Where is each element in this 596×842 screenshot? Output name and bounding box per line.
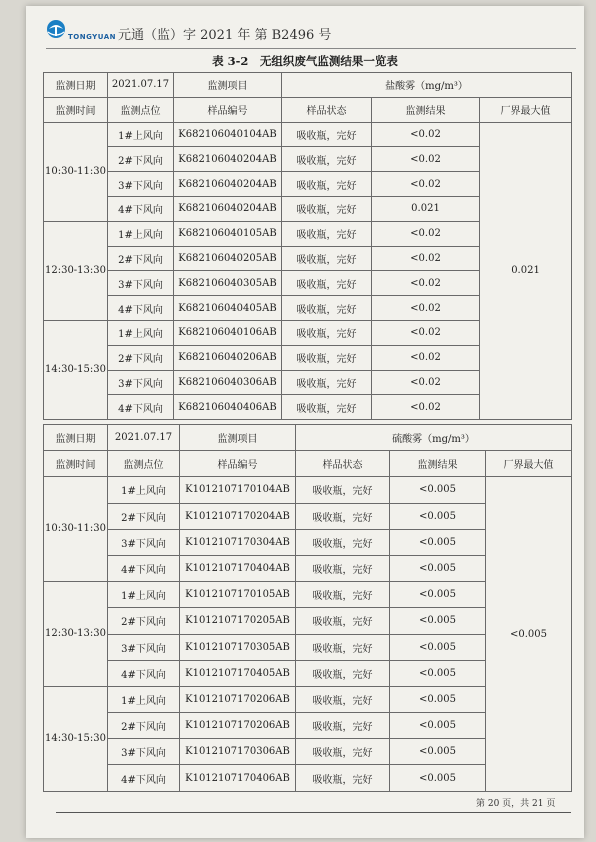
point-cell: 2#下风向 <box>108 147 174 172</box>
point-cell: 4#下风向 <box>108 196 174 221</box>
sample-state-cell: 吸收瓶，完好 <box>296 582 390 608</box>
item-value: 硫酸雾（mg/m³） <box>296 425 572 451</box>
logo-text: TONGYUAN <box>68 33 116 41</box>
result-cell: <0.005 <box>390 529 486 555</box>
column-header: 监测点位 <box>108 451 180 477</box>
sample-state-cell: 吸收瓶，完好 <box>282 147 372 172</box>
point-cell: 2#下风向 <box>108 345 174 370</box>
result-cell: <0.005 <box>390 686 486 712</box>
date-value: 2021.07.17 <box>108 73 174 98</box>
sample-id-cell: K1012107170404AB <box>180 555 296 581</box>
point-cell: 2#下风向 <box>108 246 174 271</box>
sample-state-cell: 吸收瓶，完好 <box>282 395 372 420</box>
sample-id-cell: K682106040306AB <box>174 370 282 395</box>
point-cell: 3#下风向 <box>108 634 180 660</box>
sample-id-cell: K1012107170306AB <box>180 739 296 765</box>
sample-state-cell: 吸收瓶，完好 <box>296 555 390 581</box>
result-cell: <0.005 <box>390 582 486 608</box>
point-cell: 1#上风向 <box>108 122 174 147</box>
result-cell: 0.021 <box>372 196 480 221</box>
sample-state-cell: 吸收瓶，完好 <box>296 503 390 529</box>
result-cell: <0.02 <box>372 172 480 197</box>
sample-state-cell: 吸收瓶，完好 <box>296 686 390 712</box>
date-label: 监测日期 <box>44 73 108 98</box>
column-header: 样品状态 <box>296 451 390 477</box>
point-cell: 3#下风向 <box>108 271 174 296</box>
result-cell: <0.005 <box>390 713 486 739</box>
result-cell: <0.02 <box>372 271 480 296</box>
result-cell: <0.005 <box>390 765 486 791</box>
result-cell: <0.02 <box>372 370 480 395</box>
sample-id-cell: K1012107170304AB <box>180 529 296 555</box>
column-header: 监测点位 <box>108 97 174 122</box>
sample-state-cell: 吸收瓶，完好 <box>296 634 390 660</box>
point-cell: 2#下风向 <box>108 713 180 739</box>
result-cell: <0.02 <box>372 246 480 271</box>
sample-state-cell: 吸收瓶，完好 <box>296 713 390 739</box>
table-header-row <box>44 451 572 477</box>
result-cell: <0.005 <box>390 555 486 581</box>
document-page <box>26 6 584 838</box>
sample-id-cell: K1012107170206AB <box>180 686 296 712</box>
item-value: 盐酸雾（mg/m³） <box>282 73 572 98</box>
sample-id-cell: K682106040405AB <box>174 296 282 321</box>
result-cell: <0.02 <box>372 221 480 246</box>
point-cell: 1#上风向 <box>108 582 180 608</box>
sample-state-cell: 吸收瓶，完好 <box>282 370 372 395</box>
max-value-cell: <0.005 <box>486 477 572 791</box>
point-cell: 4#下风向 <box>108 395 174 420</box>
result-cell: <0.02 <box>372 395 480 420</box>
sample-id-cell: K682106040204AB <box>174 196 282 221</box>
column-header: 厂界最大值 <box>480 97 572 122</box>
column-header: 样品编号 <box>174 97 282 122</box>
company-logo-icon <box>46 16 106 46</box>
column-header: 厂界最大值 <box>486 451 572 477</box>
column-header: 监测时间 <box>44 451 108 477</box>
point-cell: 3#下风向 <box>108 529 180 555</box>
sample-state-cell: 吸收瓶，完好 <box>296 660 390 686</box>
point-cell: 4#下风向 <box>108 765 180 791</box>
table-row <box>44 477 572 503</box>
table-header-row <box>44 97 572 122</box>
result-cell: <0.005 <box>390 739 486 765</box>
result-cell: <0.005 <box>390 634 486 660</box>
point-cell: 1#上风向 <box>108 477 180 503</box>
max-value-cell: 0.021 <box>480 122 572 420</box>
table-title: 表 3-2 无组织废气监测结果一览表 <box>212 54 398 68</box>
point-cell: 3#下风向 <box>108 739 180 765</box>
page-header <box>46 14 576 49</box>
sample-id-cell: K682106040105AB <box>174 221 282 246</box>
point-cell: 3#下风向 <box>108 172 174 197</box>
column-header: 监测时间 <box>44 97 108 122</box>
sample-state-cell: 吸收瓶，完好 <box>282 172 372 197</box>
table-row <box>44 122 572 147</box>
point-cell: 1#上风向 <box>108 686 180 712</box>
page-number: 第 20 页，共 21 页 <box>476 799 556 809</box>
sample-state-cell: 吸收瓶，完好 <box>282 345 372 370</box>
column-header: 监测结果 <box>372 97 480 122</box>
point-cell: 4#下风向 <box>108 660 180 686</box>
result-cell: <0.02 <box>372 296 480 321</box>
point-cell: 1#上风向 <box>108 320 174 345</box>
footer-divider <box>56 812 571 813</box>
sample-id-cell: K682106040406AB <box>174 395 282 420</box>
result-cell: <0.02 <box>372 122 480 147</box>
report-number: 元通（监）字 2021 年 第 B2496 号 <box>118 28 332 43</box>
sample-id-cell: K1012107170205AB <box>180 608 296 634</box>
sample-state-cell: 吸收瓶，完好 <box>282 246 372 271</box>
sample-id-cell: K1012107170405AB <box>180 660 296 686</box>
sample-id-cell: K682106040204AB <box>174 147 282 172</box>
result-cell: <0.005 <box>390 477 486 503</box>
time-cell: 12:30-13:30 <box>44 221 108 320</box>
sample-state-cell: 吸收瓶，完好 <box>296 477 390 503</box>
sample-state-cell: 吸收瓶，完好 <box>282 196 372 221</box>
time-cell: 10:30-11:30 <box>44 477 108 582</box>
sample-state-cell: 吸收瓶，完好 <box>282 271 372 296</box>
result-cell: <0.005 <box>390 608 486 634</box>
sample-state-cell: 吸收瓶，完好 <box>296 739 390 765</box>
point-cell: 4#下风向 <box>108 296 174 321</box>
table-info-row <box>44 73 572 98</box>
point-cell: 2#下风向 <box>108 608 180 634</box>
sample-id-cell: K1012107170105AB <box>180 582 296 608</box>
column-header: 监测结果 <box>390 451 486 477</box>
sample-id-cell: K1012107170305AB <box>180 634 296 660</box>
result-cell: <0.02 <box>372 345 480 370</box>
item-label: 监测项目 <box>180 425 296 451</box>
point-cell: 2#下风向 <box>108 503 180 529</box>
sample-id-cell: K682106040104AB <box>174 122 282 147</box>
item-label: 监测项目 <box>174 73 282 98</box>
sample-id-cell: K1012107170206AB <box>180 713 296 739</box>
time-cell: 12:30-13:30 <box>44 582 108 687</box>
sample-id-cell: K682106040206AB <box>174 345 282 370</box>
sample-id-cell: K682106040305AB <box>174 271 282 296</box>
hcl-mist-table <box>43 72 572 420</box>
sample-state-cell: 吸收瓶，完好 <box>282 221 372 246</box>
time-cell: 14:30-15:30 <box>44 320 108 419</box>
sample-id-cell: K682106040205AB <box>174 246 282 271</box>
sample-state-cell: 吸收瓶，完好 <box>296 608 390 634</box>
result-cell: <0.02 <box>372 147 480 172</box>
sample-id-cell: K1012107170406AB <box>180 765 296 791</box>
result-cell: <0.02 <box>372 320 480 345</box>
sample-state-cell: 吸收瓶，完好 <box>282 122 372 147</box>
result-cell: <0.005 <box>390 503 486 529</box>
point-cell: 4#下风向 <box>108 555 180 581</box>
point-cell: 3#下风向 <box>108 370 174 395</box>
result-cell: <0.005 <box>390 660 486 686</box>
sample-id-cell: K1012107170104AB <box>180 477 296 503</box>
time-cell: 10:30-11:30 <box>44 122 108 221</box>
sample-id-cell: K682106040204AB <box>174 172 282 197</box>
sample-state-cell: 吸收瓶，完好 <box>296 529 390 555</box>
column-header: 样品状态 <box>282 97 372 122</box>
sample-id-cell: K682106040106AB <box>174 320 282 345</box>
date-label: 监测日期 <box>44 425 108 451</box>
sample-state-cell: 吸收瓶，完好 <box>282 320 372 345</box>
sample-id-cell: K1012107170204AB <box>180 503 296 529</box>
table-info-row <box>44 425 572 451</box>
sample-state-cell: 吸收瓶，完好 <box>282 296 372 321</box>
sample-state-cell: 吸收瓶，完好 <box>296 765 390 791</box>
date-value: 2021.07.17 <box>108 425 180 451</box>
sulfuric-mist-table <box>43 424 572 792</box>
time-cell: 14:30-15:30 <box>44 686 108 791</box>
column-header: 样品编号 <box>180 451 296 477</box>
point-cell: 1#上风向 <box>108 221 174 246</box>
